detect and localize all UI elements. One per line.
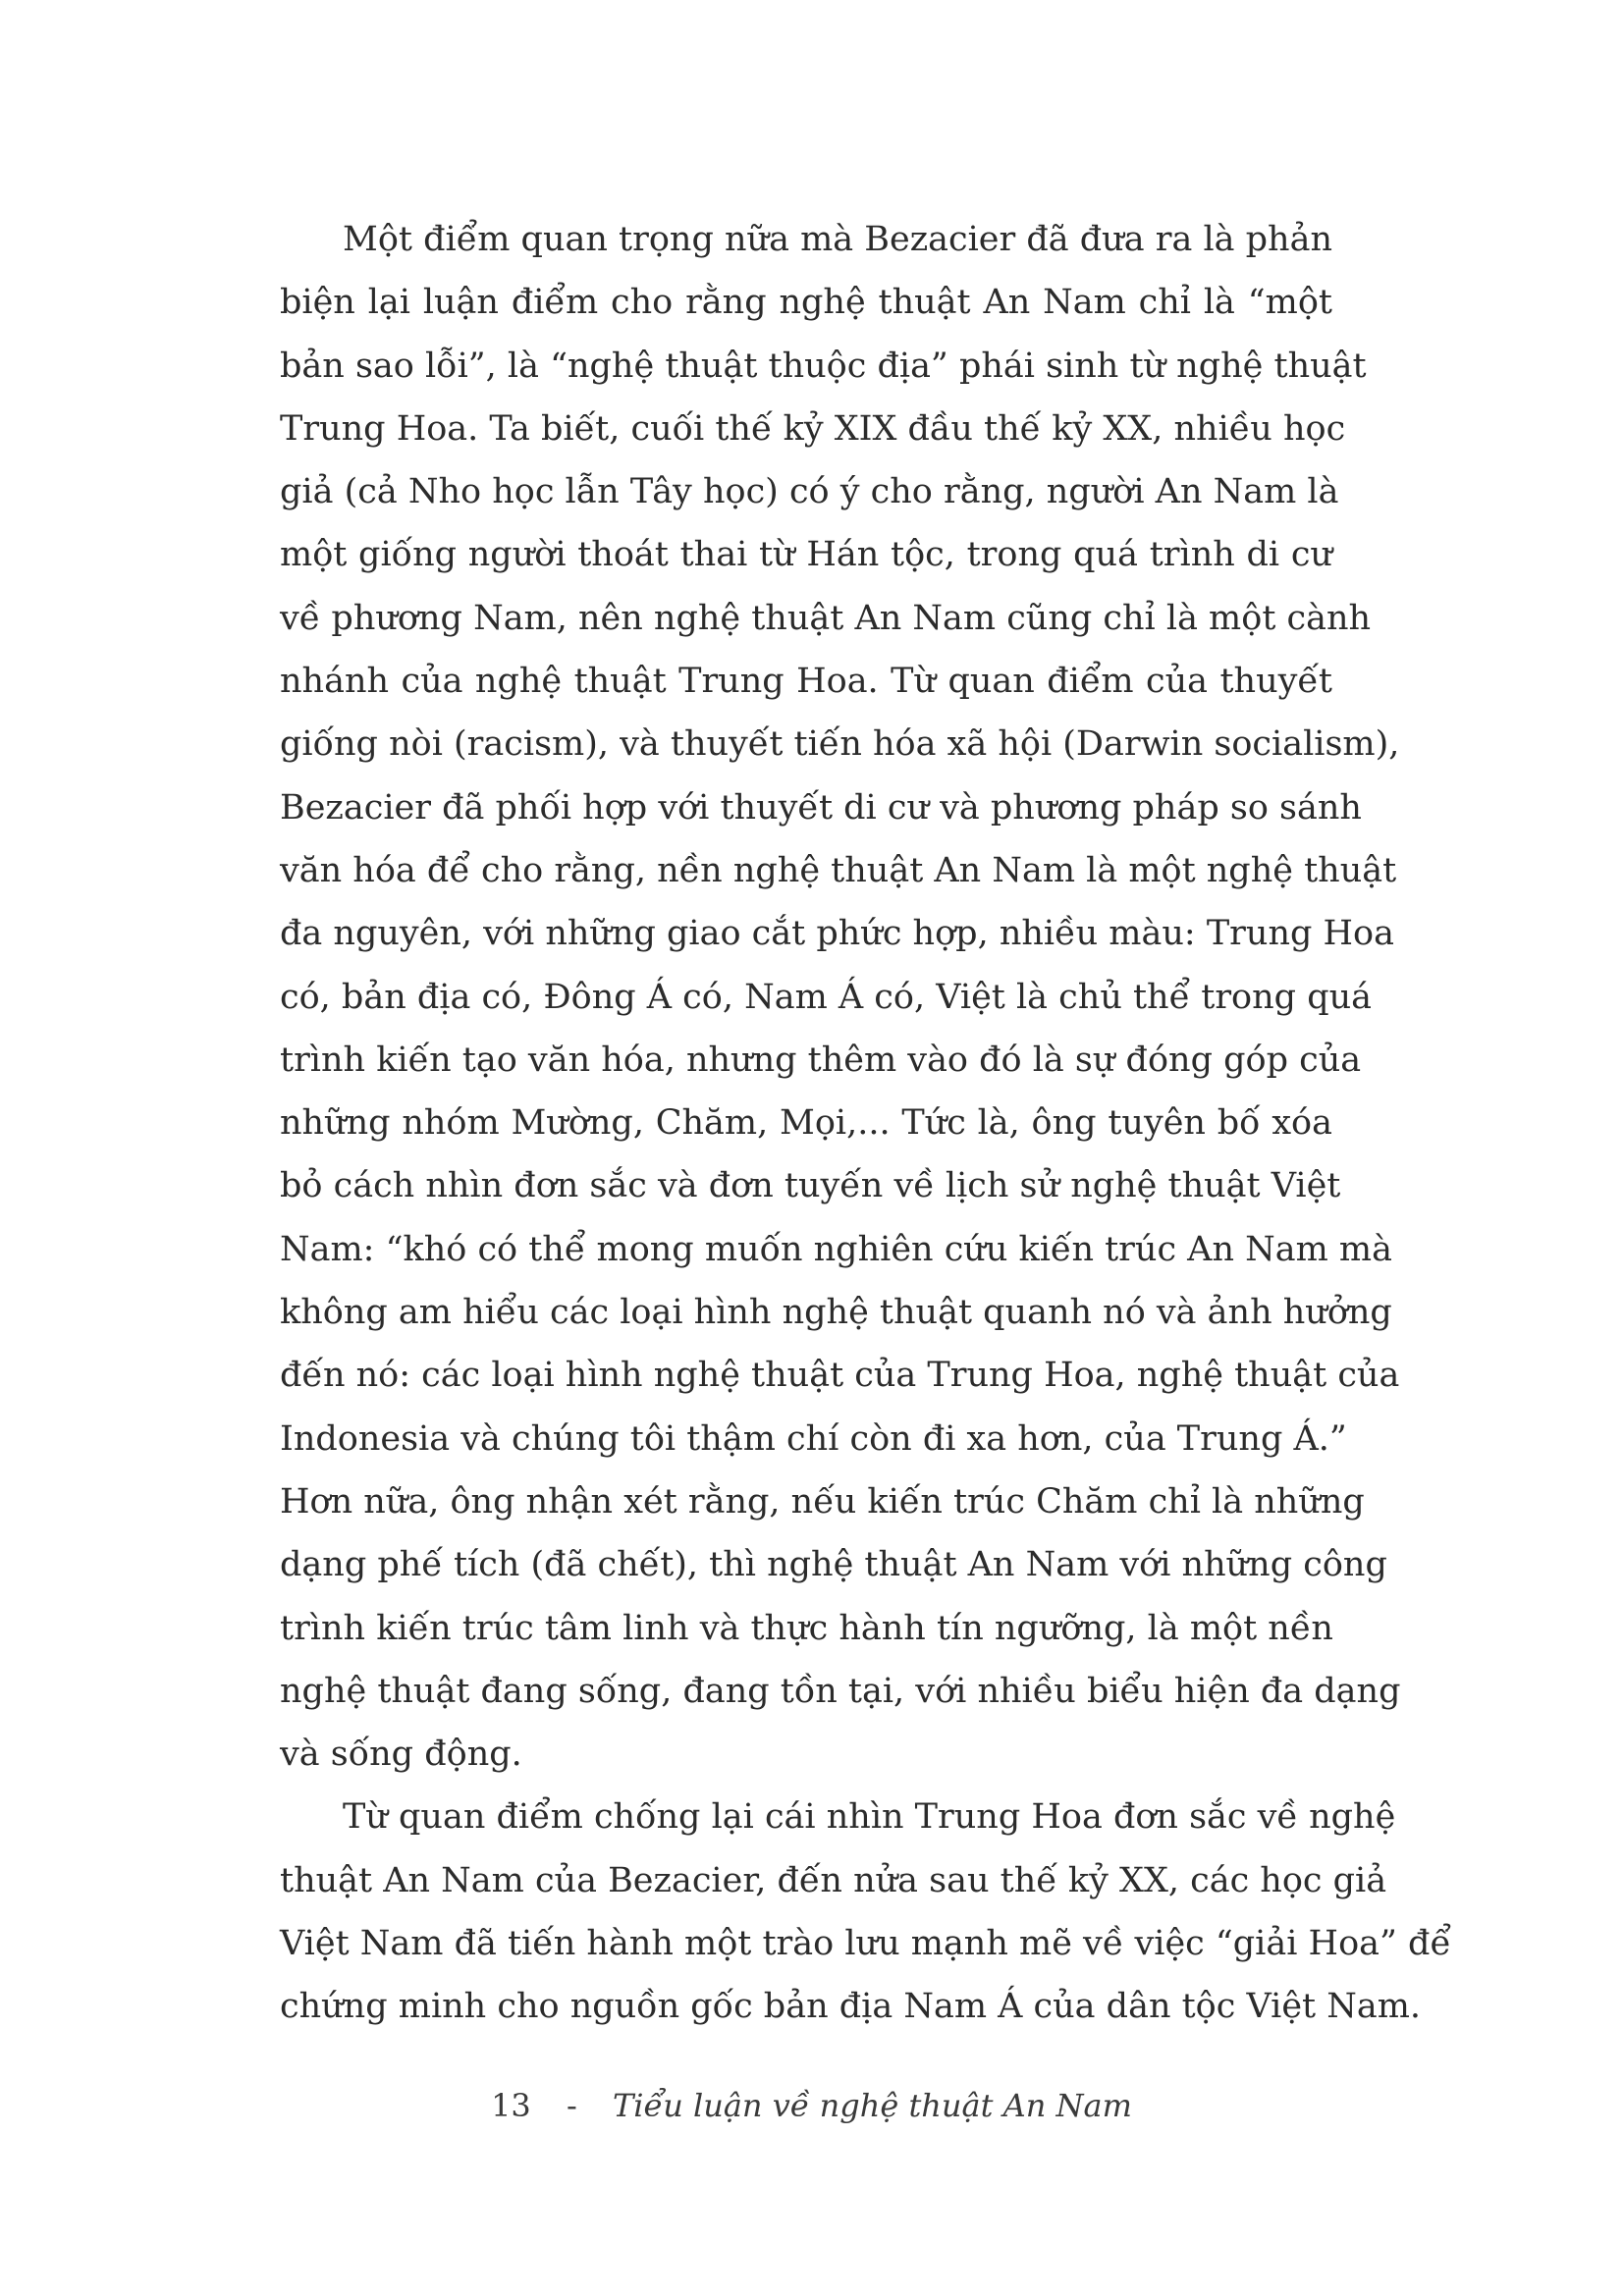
paragraph-1-line-7: về phương Nam, nên nghệ thuật An Nam cũng chỉ là một cành: [280, 598, 1372, 638]
paragraph-1-line-10: Bezacier đã phối hợp với thuyết di cư và phương pháp so sánh: [280, 787, 1362, 828]
paragraph-1-line-21: Hơn nữa, ông nhận xét rằng, nếu kiến trúc Chăm chỉ là những: [280, 1481, 1365, 1522]
paragraph-1-line-22: dạng phế tích (đã chết), thì nghệ thuật An Nam với những công: [280, 1545, 1387, 1585]
paragraph-1-line-15: những nhóm Mường, Chăm, Mọi,... Tức là, ông tuyên bố xóa: [280, 1103, 1332, 1144]
paragraph-1-line-1: Một điểm quan trọng nữa mà Bezacier đã đưa ra là phản: [343, 220, 1332, 259]
paragraph-1-line-11: văn hóa để cho rằng, nền nghệ thuật An Nam là một nghệ thuật: [280, 850, 1397, 890]
paragraph-1-line-12: đa nguyên, với những giao cắt phức hợp, nhiều màu: Trung Hoa: [280, 914, 1394, 954]
paragraph-1-line-17: Nam: “khó có thể mong muốn nghiên cứu kiến trúc An Nam mà: [280, 1229, 1392, 1269]
paragraph-2-line-3: Việt Nam đã tiến hành một trào lưu mạnh mẽ về việc “giải Hoa” để: [280, 1924, 1451, 1964]
paragraph-1-line-14: trình kiến tạo văn hóa, nhưng thêm vào đó là sự đóng góp của: [280, 1040, 1362, 1080]
body-text: [280, 208, 1451, 2039]
page-number: 13: [491, 2087, 531, 2124]
paragraph-1-line-20: Indonesia và chúng tôi thậm chí còn đi xa hơn, của Trung Á.”: [280, 1418, 1347, 1459]
paragraph-2-line-1: Từ quan điểm chống lại cái nhìn Trung Hoa đơn sắc về nghệ: [343, 1797, 1396, 1838]
paragraph-1-line-13: có, bản địa có, Đông Á có, Nam Á có, Việt là chủ thể trong quá: [280, 977, 1373, 1017]
paragraph-1-line-23: trình kiến trúc tâm linh và thực hành tín ngưỡng, là một nền: [280, 1608, 1333, 1648]
running-title: Tiểu luận về nghệ thuật An Nam: [612, 2087, 1132, 2124]
paragraph-1-line-24: nghệ thuật đang sống, đang tồn tại, với nhiều biểu hiện đa dạng: [280, 1671, 1401, 1711]
page-footer: [0, 2087, 1623, 2124]
paragraph-2-line-4: chứng minh cho nguồn gốc bản địa Nam Á của dân tộc Việt Nam.: [280, 1987, 1422, 2027]
footer-separator: -: [566, 2087, 577, 2124]
paragraph-1-line-18: không am hiểu các loại hình nghệ thuật quanh nó và ảnh hưởng: [280, 1293, 1392, 1333]
paragraph-1-line-8: nhánh của nghệ thuật Trung Hoa. Từ quan điểm của thuyết: [280, 662, 1332, 702]
paragraph-1-line-16: bỏ cách nhìn đơn sắc và đơn tuyến về lịch sử nghệ thuật Việt: [280, 1166, 1341, 1206]
paragraph-1-line-5: giả (cả Nho học lẫn Tây học) có ý cho rằng, người An Nam là: [280, 472, 1339, 512]
paragraph-1-line-2: biện lại luận điểm cho rằng nghệ thuật An Nam chỉ là “một: [280, 283, 1332, 323]
paragraph-2-line-2: thuật An Nam của Bezacier, đến nửa sau thế kỷ XX, các học giả: [280, 1860, 1387, 1900]
paragraph-1-line-6: một giống người thoát thai từ Hán tộc, trong quá trình di cư: [280, 535, 1332, 575]
paragraph-1-line-25: và sống động.: [280, 1735, 522, 1775]
paragraph-1-line-9: giống nòi (racism), và thuyết tiến hóa xã hội (Darwin socialism),: [280, 724, 1400, 765]
paragraph-1-line-3: bản sao lỗi”, là “nghệ thuật thuộc địa” phái sinh từ nghệ thuật: [280, 346, 1367, 386]
paragraph-1-line-19: đến nó: các loại hình nghệ thuật của Trung Hoa, nghệ thuật của: [280, 1356, 1400, 1396]
paragraph-1-line-4: Trung Hoa. Ta biết, cuối thế kỷ XIX đầu thế kỷ XX, nhiều học: [280, 408, 1346, 449]
